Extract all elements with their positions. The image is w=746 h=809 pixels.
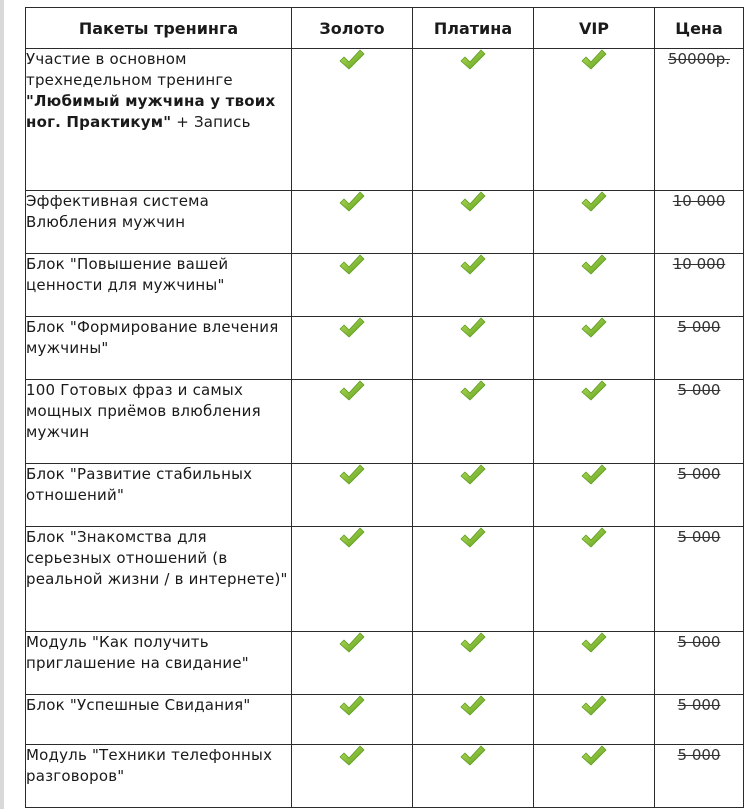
gold-cell bbox=[292, 632, 413, 695]
header-price: Цена bbox=[655, 8, 744, 49]
gold-cell bbox=[292, 380, 413, 464]
feature-cell bbox=[26, 191, 292, 254]
platinum-cell bbox=[413, 380, 534, 464]
price-cell bbox=[655, 695, 744, 745]
vip-cell bbox=[534, 380, 655, 464]
price-value: 5 000 bbox=[677, 528, 721, 546]
page-left-edge bbox=[0, 0, 4, 809]
check-icon bbox=[581, 702, 607, 721]
vip-cell bbox=[534, 464, 655, 527]
price-cell bbox=[655, 527, 744, 632]
price-value: 5 000 bbox=[677, 465, 721, 483]
check-icon bbox=[581, 471, 607, 490]
pricing-table bbox=[25, 7, 744, 808]
check-icon bbox=[581, 752, 607, 771]
feature-text: Блок "Знакомства для серьезных отношений (в реальной жизни / в интернете)" bbox=[26, 528, 288, 588]
gold-cell bbox=[292, 464, 413, 527]
price-cell bbox=[655, 254, 744, 317]
platinum-cell bbox=[413, 632, 534, 695]
feature-cell bbox=[26, 464, 292, 527]
feature-cell bbox=[26, 527, 292, 632]
check-icon bbox=[581, 261, 607, 280]
platinum-cell bbox=[413, 317, 534, 380]
feature-text: Блок "Повышение вашей ценности для мужчины" bbox=[26, 255, 229, 294]
header-vip: VIP bbox=[534, 8, 655, 49]
check-icon bbox=[460, 198, 486, 217]
feature-text-after: + Запись bbox=[171, 113, 251, 131]
vip-cell bbox=[534, 49, 655, 191]
table-row bbox=[26, 254, 744, 317]
check-icon bbox=[339, 534, 365, 553]
table-row bbox=[26, 317, 744, 380]
price-cell bbox=[655, 49, 744, 191]
price-cell bbox=[655, 745, 744, 808]
gold-cell bbox=[292, 254, 413, 317]
price-value: 5 000 bbox=[677, 318, 721, 336]
check-icon bbox=[339, 752, 365, 771]
table-row bbox=[26, 745, 744, 808]
table-row bbox=[26, 632, 744, 695]
table-row bbox=[26, 49, 744, 191]
table-row bbox=[26, 527, 744, 632]
price-value: 50000р. bbox=[667, 50, 730, 68]
check-icon bbox=[460, 324, 486, 343]
price-cell bbox=[655, 191, 744, 254]
gold-cell bbox=[292, 527, 413, 632]
check-icon bbox=[460, 534, 486, 553]
check-icon bbox=[339, 387, 365, 406]
header-gold: Золото bbox=[292, 8, 413, 49]
check-icon bbox=[339, 702, 365, 721]
gold-cell bbox=[292, 191, 413, 254]
check-icon bbox=[581, 387, 607, 406]
feature-text: Блок "Успешные Свидания" bbox=[26, 696, 251, 714]
platinum-cell bbox=[413, 254, 534, 317]
gold-cell bbox=[292, 695, 413, 745]
price-cell bbox=[655, 632, 744, 695]
check-icon bbox=[339, 471, 365, 490]
check-icon bbox=[460, 471, 486, 490]
platinum-cell bbox=[413, 695, 534, 745]
vip-cell bbox=[534, 695, 655, 745]
platinum-cell bbox=[413, 464, 534, 527]
vip-cell bbox=[534, 317, 655, 380]
price-value: 10 000 bbox=[672, 255, 726, 273]
price-cell bbox=[655, 380, 744, 464]
price-value: 5 000 bbox=[677, 696, 721, 714]
check-icon bbox=[581, 198, 607, 217]
check-icon bbox=[460, 639, 486, 658]
price-value: 5 000 bbox=[677, 381, 721, 399]
feature-cell bbox=[26, 49, 292, 191]
vip-cell bbox=[534, 254, 655, 317]
check-icon bbox=[460, 387, 486, 406]
table-row bbox=[26, 464, 744, 527]
check-icon bbox=[339, 324, 365, 343]
table-row bbox=[26, 695, 744, 745]
platinum-cell bbox=[413, 527, 534, 632]
feature-cell bbox=[26, 632, 292, 695]
table-row bbox=[26, 191, 744, 254]
platinum-cell bbox=[413, 49, 534, 191]
feature-text: Модуль "Как получить приглашение на свидание" bbox=[26, 633, 249, 672]
feature-cell bbox=[26, 380, 292, 464]
check-icon bbox=[460, 261, 486, 280]
vip-cell bbox=[534, 527, 655, 632]
price-value: 10 000 bbox=[672, 192, 726, 210]
feature-text: Блок "Формирование влечения мужчины" bbox=[26, 318, 279, 357]
check-icon bbox=[339, 639, 365, 658]
header-platinum: Платина bbox=[413, 8, 534, 49]
feature-cell bbox=[26, 695, 292, 745]
price-value: 5 000 bbox=[677, 746, 721, 764]
feature-cell bbox=[26, 745, 292, 808]
check-icon bbox=[581, 56, 607, 75]
check-icon bbox=[581, 639, 607, 658]
vip-cell bbox=[534, 191, 655, 254]
platinum-cell bbox=[413, 745, 534, 808]
check-icon bbox=[581, 534, 607, 553]
check-icon bbox=[339, 56, 365, 75]
feature-cell bbox=[26, 254, 292, 317]
feature-cell bbox=[26, 317, 292, 380]
platinum-cell bbox=[413, 191, 534, 254]
price-cell bbox=[655, 317, 744, 380]
feature-text-bold: "Любимый мужчина у твоих ног. Практикум" bbox=[26, 92, 276, 131]
feature-text: 100 Готовых фраз и самых мощных приёмов влюбления мужчин bbox=[26, 381, 261, 441]
check-icon bbox=[460, 752, 486, 771]
feature-text: Модуль "Техники телефонных разговоров" bbox=[26, 746, 273, 785]
check-icon bbox=[339, 261, 365, 280]
feature-text: Эффективная система Влюбления мужчин bbox=[26, 192, 210, 231]
check-icon bbox=[339, 198, 365, 217]
check-icon bbox=[460, 702, 486, 721]
gold-cell bbox=[292, 745, 413, 808]
feature-text: Блок "Развитие стабильных отношений" bbox=[26, 465, 253, 504]
vip-cell bbox=[534, 745, 655, 808]
price-value: 5 000 bbox=[677, 633, 721, 651]
gold-cell bbox=[292, 317, 413, 380]
check-icon bbox=[460, 56, 486, 75]
header-feature: Пакеты тренинга bbox=[26, 8, 292, 49]
header-row bbox=[26, 8, 744, 49]
vip-cell bbox=[534, 632, 655, 695]
check-icon bbox=[581, 324, 607, 343]
feature-text: Участие в основном трехнедельном тренинге bbox=[26, 50, 233, 89]
gold-cell bbox=[292, 49, 413, 191]
table-row bbox=[26, 380, 744, 464]
price-cell bbox=[655, 464, 744, 527]
